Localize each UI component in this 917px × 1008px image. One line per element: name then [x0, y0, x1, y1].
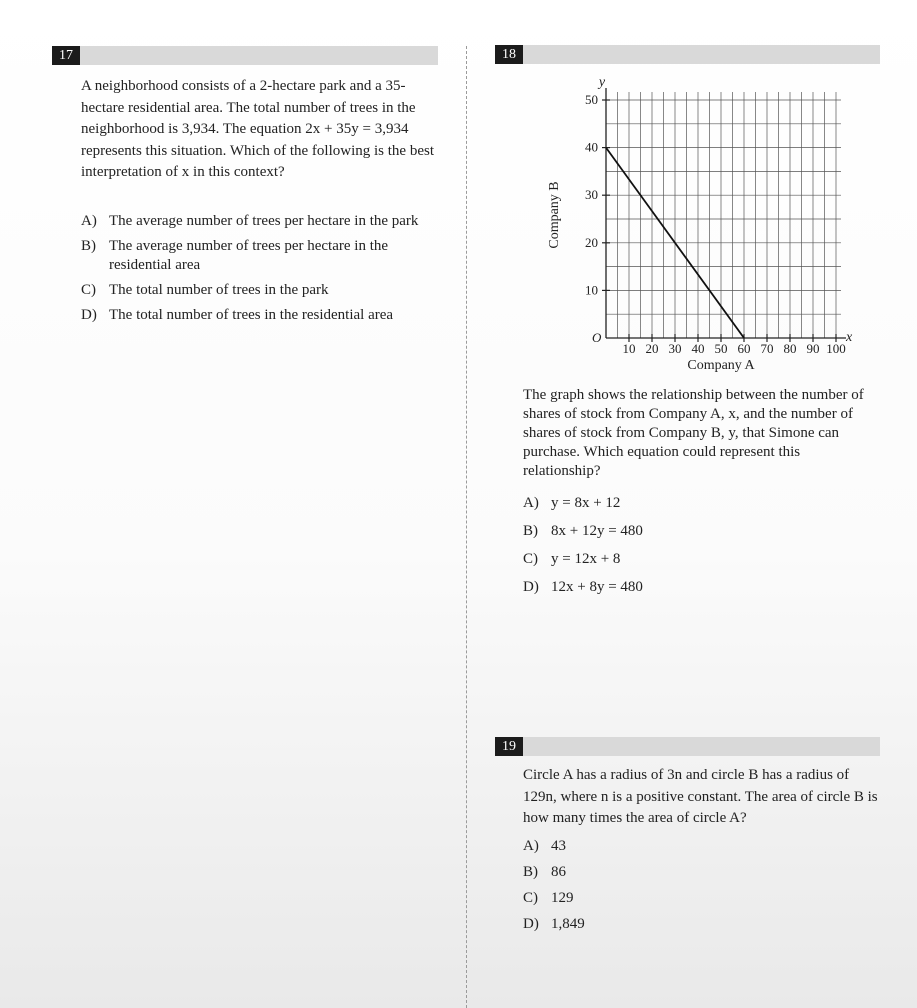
choice-text: The total number of trees in the park [109, 282, 329, 298]
y-axis-title: Company B [547, 181, 562, 249]
q18-choice-b[interactable] [523, 522, 878, 541]
choice-label: C) [81, 282, 96, 298]
column-divider [466, 46, 467, 1008]
q17-choice-d[interactable] [81, 306, 439, 325]
company-shares-chart [540, 70, 860, 375]
q17-choices [81, 212, 439, 331]
q17-header-bar [52, 46, 438, 65]
choice-label: D) [81, 307, 97, 323]
choice-label: A) [81, 213, 97, 229]
q18-choices [523, 494, 878, 606]
q19-choice-c[interactable] [523, 889, 878, 908]
q18-choice-a[interactable] [523, 494, 878, 513]
choice-text: The average number of trees per hectare in the park [109, 213, 419, 229]
y-axis-variable: y [598, 75, 606, 90]
q19-choice-a[interactable] [523, 837, 878, 856]
choice-label: B) [523, 864, 538, 880]
choice-text: 8x + 12y = 480 [551, 523, 643, 539]
x-tick-label: 50 [714, 341, 728, 356]
q18-number: 18 [495, 45, 523, 64]
q19-choices [523, 837, 878, 941]
y-tick-label: 10 [585, 282, 598, 298]
q19-choice-b[interactable] [523, 863, 878, 882]
q17-choice-b[interactable] [81, 237, 439, 275]
choice-label: B) [81, 238, 96, 254]
origin-label: O [592, 330, 602, 345]
choice-text: The total number of trees in the residential area [109, 307, 394, 323]
y-tick-label: 20 [585, 234, 598, 250]
x-tick-label: 30 [668, 341, 682, 356]
choice-label: A) [523, 838, 539, 854]
choice-label: B) [523, 523, 538, 539]
choice-text: The average number of trees per hectare in the residential area [109, 238, 389, 273]
x-tick-label: 10 [622, 341, 636, 356]
q19-choice-d[interactable] [523, 915, 878, 934]
y-tick-label: 40 [585, 139, 598, 155]
choice-label: C) [523, 551, 538, 567]
choice-text: 12x + 8y = 480 [551, 579, 643, 595]
y-tick-label: 50 [585, 92, 598, 107]
choice-label: A) [523, 495, 539, 511]
x-tick-label: 40 [691, 341, 705, 356]
choice-text: 1,849 [551, 916, 585, 932]
choice-label: C) [523, 890, 538, 906]
q17-choice-a[interactable] [81, 212, 439, 231]
choice-text: 43 [551, 838, 566, 854]
choice-label: D) [523, 916, 539, 932]
x-axis-variable: x [846, 330, 853, 345]
y-tick-label: 30 [585, 187, 598, 203]
q18-choice-d[interactable] [523, 578, 878, 597]
q17-number: 17 [52, 46, 80, 65]
q17-choice-c[interactable] [81, 281, 439, 300]
choice-text: 129 [551, 890, 574, 906]
x-tick-label: 70 [760, 341, 774, 356]
q18-stem: The graph shows the relationship between the number of shares of stock from Company A, x, and the number of shares of stock from Company B, y, that Simone can purchase. Which equation could represent this relationship? [523, 387, 864, 479]
x-tick-label: 100 [826, 341, 846, 356]
q19-header-bar [495, 737, 880, 756]
x-axis-title: Company A [687, 358, 755, 373]
choice-text: y = 8x + 12 [551, 495, 621, 511]
choice-text: y = 12x + 8 [551, 551, 621, 567]
q19-stem: Circle A has a radius of 3n and circle B has a radius of 129n, where n is a positive constant. The area of circle B is how many times the area of circle A? [523, 767, 878, 826]
q17-stem: A neighborhood consists of a 2-hectare park and a 35-hectare residential area. The total number of trees in the neighborhood is 3,934. The equation 2x + 35y = 3,934 represents this situation. Which of the following is the best interpretation of x in this context? [81, 78, 434, 180]
q18-header-bar [495, 45, 880, 64]
q18-choice-c[interactable] [523, 550, 878, 569]
x-tick-label: 20 [645, 341, 659, 356]
x-tick-label: 80 [783, 341, 797, 356]
x-tick-label: 60 [737, 341, 751, 356]
x-tick-label: 90 [806, 341, 820, 356]
q19-number: 19 [495, 737, 523, 756]
choice-label: D) [523, 579, 539, 595]
choice-text: 86 [551, 864, 566, 880]
